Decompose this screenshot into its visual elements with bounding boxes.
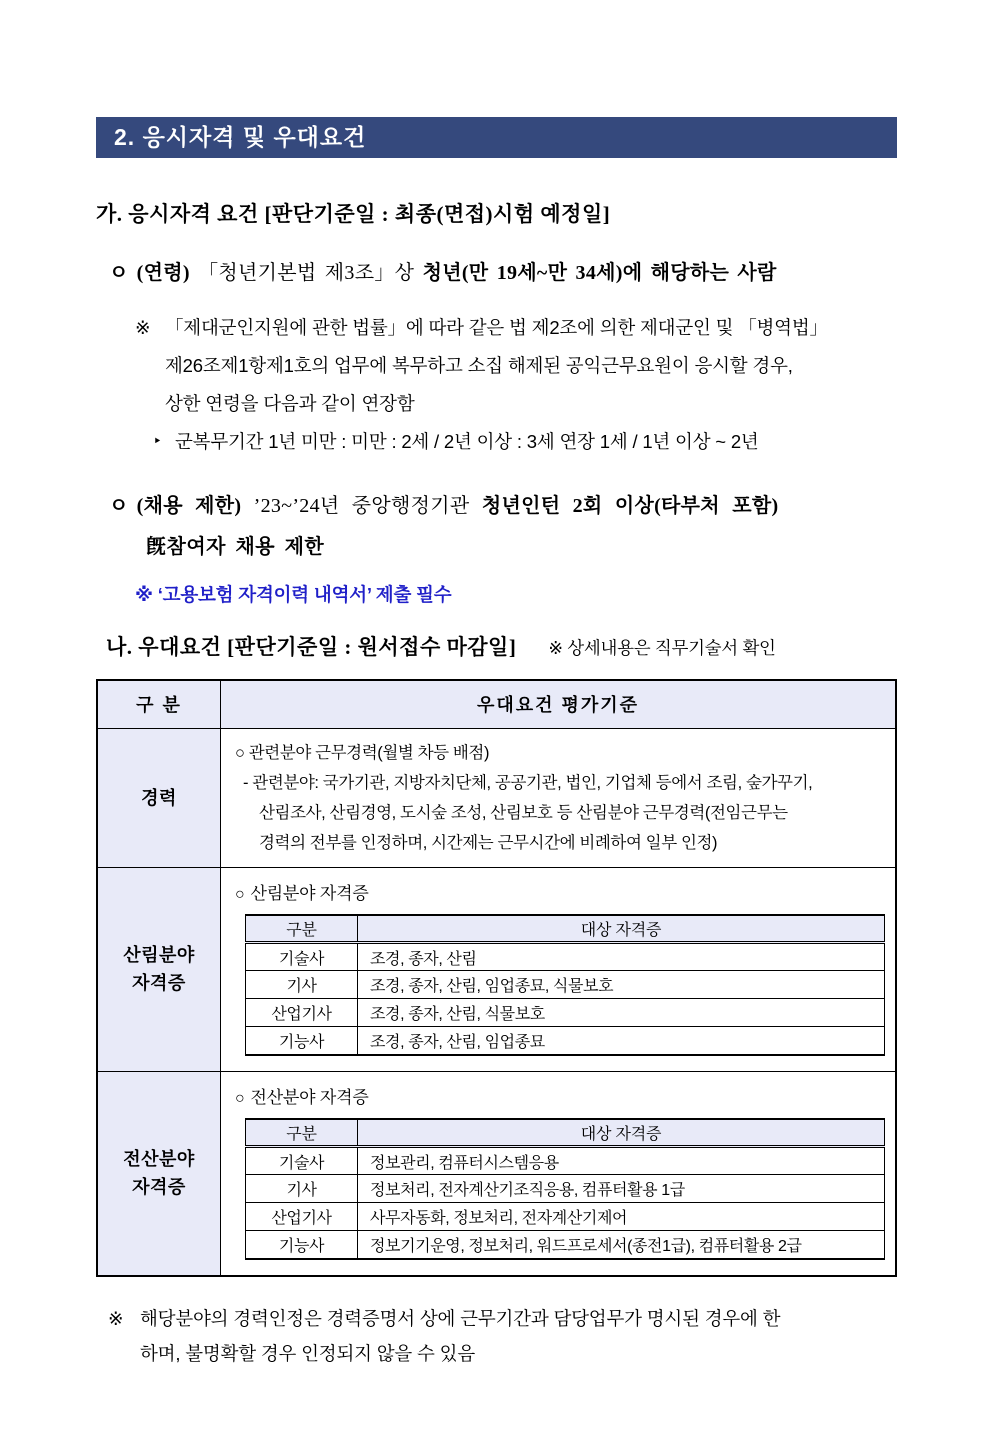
hiring-restriction-line: [96, 489, 897, 518]
it-cert-row: [246, 1231, 885, 1259]
col-header-category: 구 분: [97, 680, 221, 728]
forest-category-line1: 산림분야: [123, 945, 195, 965]
it-cert-header-row: [246, 1119, 885, 1147]
cert-list: 정보기기운영, 정보처리, 워드프로세서(종전1급), 컴퓨터활용 2급: [358, 1231, 885, 1259]
cert-list: 정보관리, 컴퓨터시스템응용: [358, 1147, 885, 1175]
inner-col-kind: 구분: [246, 1119, 358, 1147]
subsection-b-heading: 나. 우대요건 [판단기준일 : 원서접수 마감일]: [106, 635, 517, 659]
cert-kind: 산업기사: [246, 1203, 358, 1231]
military-service-extension-text: 군복무기간 1년 미만 : 미만 : 2세 / 2년 이상 : 3세 연장 1세 / 1년 이상 ~ 2년: [175, 431, 759, 452]
it-cert-row: [246, 1147, 885, 1175]
cert-kind: 기능사: [246, 1027, 358, 1055]
cert-kind: 기술사: [246, 1147, 358, 1175]
cert-kind: 기술사: [246, 943, 358, 971]
military-service-extension-line: [96, 423, 897, 461]
forest-cert-header-row: [246, 915, 885, 943]
age-extension-note-lines: [165, 309, 897, 423]
forest-cert-row: [246, 999, 885, 1027]
inner-col-certs: 대상 자격증: [358, 915, 885, 943]
forest-cert-row: [246, 971, 885, 999]
note-line-3: 상한 연령을 다음과 같이 연장함: [165, 393, 415, 414]
career-line-4: 경력의 전부를 인정하며, 시간제는 근무시간에 비례하여 일부 인정): [259, 833, 718, 852]
forest-cell-title-text: 산림분야 자격증: [250, 883, 369, 903]
inner-col-kind: 구분: [246, 915, 358, 943]
restriction-label: (채용 제한): [136, 495, 242, 517]
it-category-line2: 자격증: [132, 1177, 186, 1197]
it-content-cell: [221, 1071, 897, 1276]
forest-category-line2: 자격증: [132, 973, 186, 993]
table-row-it-certs: [97, 1071, 896, 1276]
forest-cert-row: [246, 1027, 885, 1055]
note-line-1: 「제대군인지원에 관한 법률」에 따라 같은 법 제2조에 의한 제대군인 및 「병역법」: [165, 317, 828, 338]
it-cert-row: [246, 1203, 885, 1231]
employment-insurance-note: ※ ‘고용보험 자격이력 내역서’ 제출 필수: [135, 584, 452, 605]
career-content-cell: [221, 728, 897, 867]
preference-table-header-row: [97, 680, 896, 728]
subsection-a-heading: 가. 응시자격 요건 [판단기준일 : 최종(면접)시험 예정일]: [96, 202, 611, 226]
forest-cert-table: [245, 914, 885, 1056]
cert-list: 조경, 종자, 산림, 임업종묘: [358, 1027, 885, 1055]
career-line-2: - 관련분야: 국가기관, 지방자치단체, 공공기관, 법인, 기업체 등에서 조림, 숲가꾸기,: [243, 773, 813, 792]
forest-cert-row: [246, 943, 885, 971]
age-emph-text: 청년(만 19세~만 34세)에 해당하는 사람: [422, 262, 777, 284]
career-category-cell: 경력: [97, 728, 221, 867]
forest-category-cell: [97, 867, 221, 1071]
preference-table: [96, 679, 897, 1277]
cert-list: 조경, 종자, 산림: [358, 943, 885, 971]
cert-list: 사무자동화, 정보처리, 전자계산기제어: [358, 1203, 885, 1231]
note-line-2: 제26조제1항제1호의 업무에 복무하고 소집 해제된 공익근무요원이 응시할 경우,: [165, 355, 793, 376]
it-cell-title: [233, 1081, 885, 1118]
circle-list-marker: ○: [235, 885, 245, 903]
footer-line-2: 하며, 불명확할 경우 인정되지 않을 수 있음: [140, 1342, 475, 1364]
table-row-forest-certs: [97, 867, 896, 1071]
it-cell-title-text: 전산분야 자격증: [250, 1087, 369, 1107]
age-requirement-line: [96, 256, 897, 285]
table-row-career: [97, 728, 896, 867]
circle-list-marker: ○: [235, 1089, 245, 1107]
it-category-line1: 전산분야: [123, 1149, 195, 1169]
cert-kind: 기능사: [246, 1231, 358, 1259]
cert-kind: 기사: [246, 1175, 358, 1203]
cert-kind: 산업기사: [246, 999, 358, 1027]
section-title-bar: [96, 117, 897, 158]
career-line-1: ○ 관련분야 근무경력(월별 차등 배점): [235, 743, 490, 762]
circle-bullet: ㅇ: [109, 495, 129, 517]
forest-content-cell: [221, 867, 897, 1071]
career-recognition-note: [96, 1301, 897, 1371]
detail-side-note: ※ 상세내용은 직무기술서 확인: [548, 638, 776, 658]
age-extension-note: [96, 309, 897, 423]
reference-mark: ※: [108, 1307, 124, 1329]
subsection-b-heading-row: [96, 631, 897, 661]
age-label: (연령): [136, 262, 190, 284]
col-header-criteria: 우대요건 평가기준: [221, 680, 897, 728]
circle-bullet: ㅇ: [109, 262, 129, 284]
cert-list: 조경, 종자, 산림, 임업종묘, 식물보호: [358, 971, 885, 999]
reference-mark: ※: [135, 317, 151, 338]
cert-list: 조경, 종자, 산림, 식물보호: [358, 999, 885, 1027]
it-category-cell: [97, 1071, 221, 1276]
career-recognition-note-lines: [140, 1301, 780, 1371]
restriction-period-text: ’23~’24년 중앙행정기관: [253, 495, 470, 517]
triangle-bullet: ‣: [153, 433, 162, 450]
it-cert-table: [245, 1118, 885, 1260]
hiring-restriction-line2: 旣참여자 채용 제한: [146, 536, 325, 558]
career-line-3: 산림조사, 산림경영, 도시숲 조성, 산림보호 등 산림분야 근무경력(전임근무는: [259, 803, 788, 822]
section-title: 2. 응시자격 및 우대요건: [114, 124, 367, 150]
age-law-text: 「청년기본법 제3조」상: [198, 262, 415, 284]
forest-cell-title: [233, 877, 885, 914]
footer-line-1: 해당분야의 경력인정은 경력증명서 상에 근무기간과 담당업무가 명시된 경우에 한: [140, 1307, 781, 1329]
restriction-emph-text: 청년인턴 2회 이상(타부처 포함): [481, 495, 779, 517]
cert-kind: 기사: [246, 971, 358, 999]
it-cert-row: [246, 1175, 885, 1203]
inner-col-certs: 대상 자격증: [358, 1119, 885, 1147]
cert-list: 정보처리, 전자계산기조직응용, 컴퓨터활용 1급: [358, 1175, 885, 1203]
